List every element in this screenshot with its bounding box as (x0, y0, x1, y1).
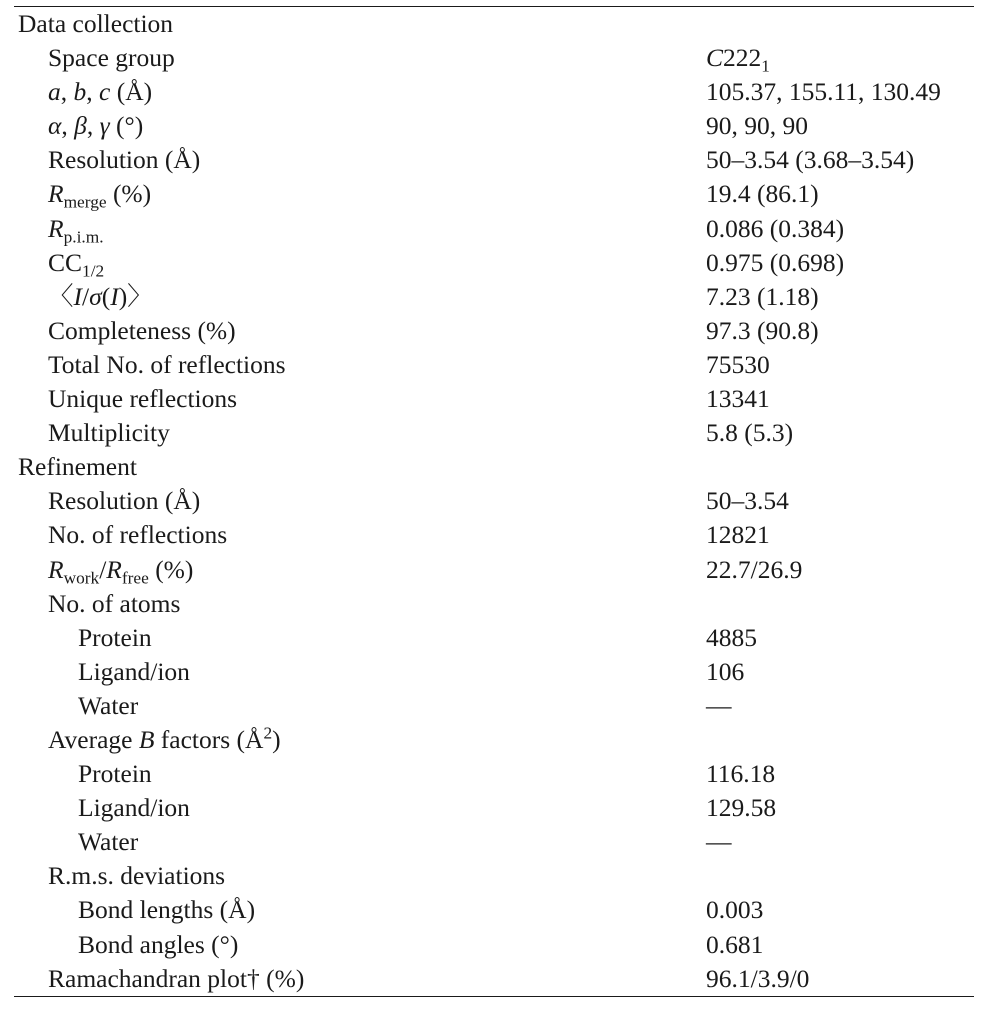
table-row (14, 928, 974, 962)
table-row (14, 859, 974, 893)
row-label: $R_{work}/R_{free}$ (%) (48, 554, 194, 588)
row-value: 0.086 (0.384) (706, 213, 845, 243)
table-row (14, 75, 974, 109)
row-label: Bond lengths (Å) (78, 895, 256, 925)
table-row (14, 109, 974, 143)
row-label: Ligand/ion (78, 656, 190, 686)
row-value: 129.58 (706, 793, 777, 823)
table-row (14, 382, 974, 416)
section-heading: Refinement (18, 452, 137, 482)
row-label: Water (78, 827, 139, 857)
table-row (14, 757, 974, 791)
row-label: $R_{merge}$ (%) (48, 179, 152, 213)
row-label: α, β, γ (°) (48, 111, 144, 141)
table-row (14, 621, 974, 655)
table-row (14, 484, 974, 518)
row-label: Multiplicity (48, 418, 170, 448)
row-value: 19.4 (86.1) (706, 179, 819, 209)
table-row (14, 416, 974, 450)
table-row (14, 518, 974, 552)
row-value: $C222_1$ (706, 43, 770, 76)
section-heading: Data collection (18, 9, 174, 38)
row-label: Unique reflections (48, 384, 238, 414)
row-label: Bond angles (°) (78, 929, 239, 959)
row-value: 4885 (706, 622, 757, 652)
table-row (14, 587, 974, 621)
row-label: Protein (78, 622, 152, 652)
table-row (14, 553, 974, 587)
table-row (14, 212, 974, 246)
table-row-refinement (14, 450, 974, 484)
table-row (14, 177, 974, 211)
row-value: 7.23 (1.18) (706, 281, 819, 311)
row-value: 97.3 (90.8) (706, 315, 819, 345)
row-label: Average B factors $(Å^2)$ (48, 723, 281, 754)
row-value: 5.8 (5.3) (706, 418, 794, 448)
row-value: 96.1/3.9/0 (706, 963, 810, 993)
table-row (14, 723, 974, 757)
row-value: 13341 (706, 384, 770, 414)
row-label: Resolution (Å) (48, 486, 201, 516)
table-row-data-collection (14, 7, 974, 41)
row-value: 50–3.54 (3.68–3.54) (706, 145, 915, 175)
row-label: $CC_{1/2}$ (48, 247, 105, 281)
row-label: R.m.s. deviations (48, 861, 226, 891)
table-bottom-rule (14, 996, 974, 997)
row-label: Space group (48, 43, 175, 73)
row-value: 75530 (706, 349, 770, 379)
row-label: Completeness (%) (48, 315, 236, 345)
table-row (14, 246, 974, 280)
table-row (14, 962, 974, 996)
row-value: 50–3.54 (706, 486, 789, 516)
row-label: $R_{p.i.m.}$ (48, 213, 104, 247)
table-row (14, 893, 974, 927)
row-label: Total No. of reflections (48, 349, 286, 379)
row-value: 22.7/26.9 (706, 554, 803, 584)
row-label: Water (78, 690, 139, 720)
row-label: Ligand/ion (78, 793, 190, 823)
table-row (14, 280, 974, 314)
row-value: 0.003 (706, 895, 764, 925)
row-value: 0.975 (0.698) (706, 247, 845, 277)
row-value: — (706, 690, 732, 720)
table-row (14, 348, 974, 382)
row-label: Ramachandran plot† (%) (48, 963, 305, 993)
table-row (14, 143, 974, 177)
row-label: Protein (78, 759, 152, 789)
row-value: 105.37, 155.11, 130.49 (706, 77, 941, 107)
row-value: 12821 (706, 520, 770, 550)
table-row (14, 314, 974, 348)
row-value: 116.18 (706, 759, 776, 789)
row-label: No. of atoms (48, 588, 181, 618)
row-value: 90, 90, 90 (706, 111, 808, 141)
row-label: 〈I/σ(I)〉 (48, 281, 153, 311)
row-label: Resolution (Å) (48, 145, 201, 175)
table-row (14, 689, 974, 723)
table-row (14, 825, 974, 859)
row-label: a, b, c (Å) (48, 77, 153, 107)
row-value: — (706, 827, 732, 857)
row-value: 0.681 (706, 929, 764, 959)
crystallography-statistics-table (14, 6, 974, 997)
table-row (14, 791, 974, 825)
table-row (14, 655, 974, 689)
row-value: 106 (706, 656, 745, 686)
row-label: No. of reflections (48, 520, 228, 550)
table-row (14, 41, 974, 75)
